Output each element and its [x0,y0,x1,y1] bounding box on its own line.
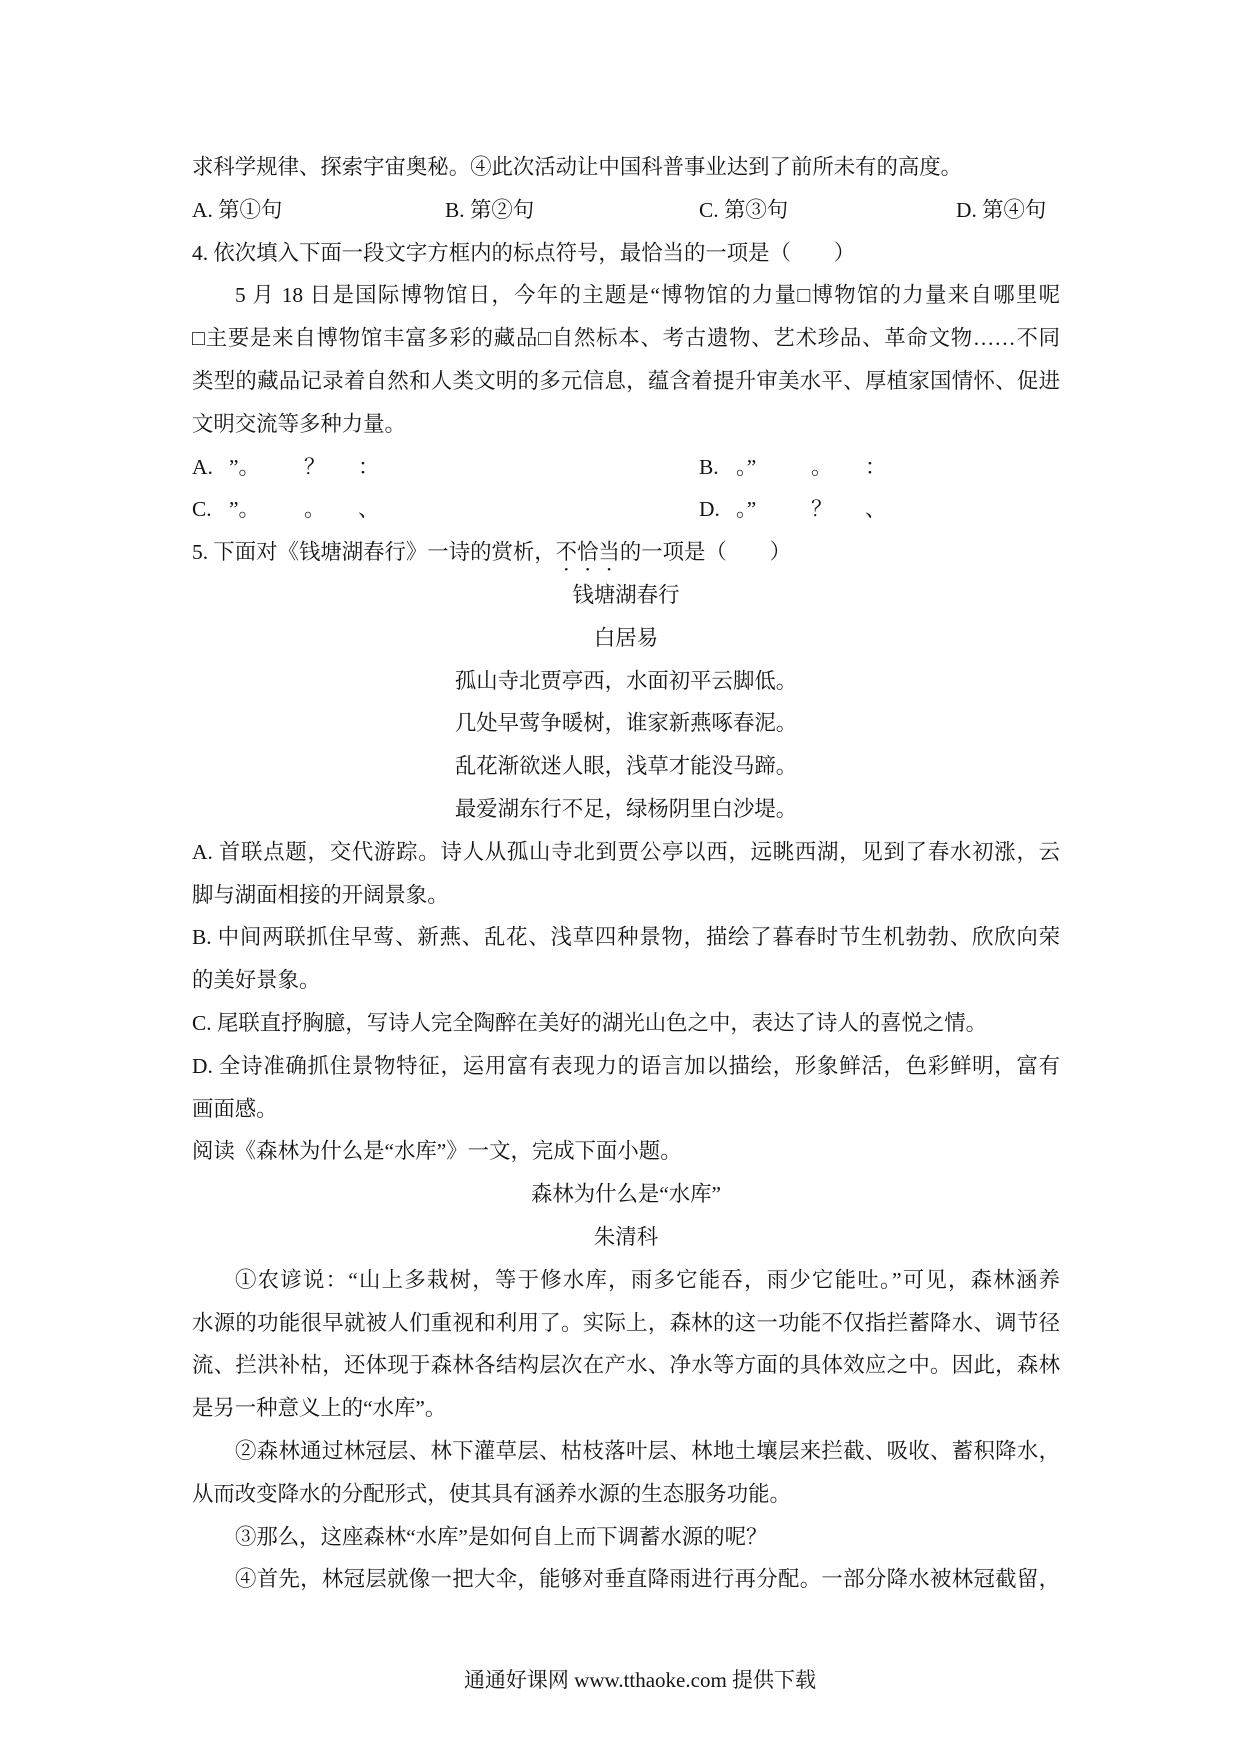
question-4-passage-line: □主要是来自博物馆丰富多彩的藏品□自然标本、考古遗物、艺术珍品、革命文物……不同 [192,326,1060,351]
option-mark: ？ [304,454,326,479]
option-mark: 。” [736,497,757,522]
option-mark: 。” [736,454,757,479]
question-4-option-b [699,446,1060,489]
paragraph-3-line: ③那么，这座森林“水库”是如何自上而下调蓄水源的呢？ [235,1524,768,1549]
option-mark: ？ [811,497,833,522]
question-4-option-a [192,446,699,489]
stem-text: 5. 下面对《钱塘湖春行》一诗的赏析， [192,540,556,565]
paragraph-2-line: ②森林通过林冠层、林下灌草层、枯枝落叶层、林地土壤层来拦截、吸收、蓄积降水， [235,1438,1060,1463]
question-4-option-d [699,488,1060,531]
article-title: 森林为什么是“水库” [530,1182,722,1207]
question-5-option-b-cont: 的美好景象。 [192,968,321,993]
poem-author: 白居易 [593,625,659,650]
question-4-passage-line: 类型的藏品记录着自然和人类文明的多元信息，蕴含着提升审美水平、厚植家国情怀、促进 [192,368,1060,393]
question-4-passage-line: 5 月 18 日是国际博物馆日，今年的主题是“博物馆的力量□博物馆的力量来自哪里呢 [235,283,1060,308]
question-3-option-a: A. 第①句 [192,197,283,222]
question-5-option-d-cont: 画面感。 [192,1096,278,1121]
option-label: D. [699,497,720,522]
paragraph-1-line: 水源的功能很早就被人们重视和利用了。实际上，森林的这一功能不仅指拦蓄降水、调节径 [192,1310,1060,1335]
stem-emphasis: 不恰当 [555,540,620,565]
option-label: B. [699,454,719,479]
option-mark: ： [358,454,380,479]
question-5-option-c: C. 尾联直抒胸臆，写诗人完全陶醉在美好的湖光山色之中，表达了诗人的喜悦之情。 [192,1010,988,1035]
paragraph-1-line: ①农谚说：“山上多栽树，等于修水库，雨多它能吞，雨少它能吐。”可见，森林涵养 [235,1267,1060,1292]
option-label: A. [192,454,213,479]
page-content [192,146,1060,1601]
paragraph-1-line: 是另一种意义上的“水库”。 [192,1396,447,1421]
question-4-passage-line: 文明交流等多种力量。 [192,411,406,436]
option-mark: 。 [811,454,833,479]
reading-instruction: 阅读《森林为什么是“水库”》一文，完成下面小题。 [192,1139,682,1164]
option-label: C. [192,497,212,522]
question-3-continuation: 求科学规律、探索宇宙奥秘。④此次活动让中国科普事业达到了前所未有的高度。 [192,155,963,179]
paragraph-2-line: 从而改变降水的分配形式，使其具有涵养水源的生态服务功能。 [192,1481,791,1506]
question-4-option-c [192,488,699,531]
option-mark: 、 [358,497,380,522]
option-mark: 。 [304,497,326,522]
question-4-options-row [192,488,1060,531]
question-5-stem [192,531,1060,574]
paragraph-4-line: ④首先，林冠层就像一把大伞，能够对垂直降雨进行再分配。一部分降水被林冠截留， [235,1567,1060,1592]
question-4-stem: 4. 依次填入下面一段文字方框内的标点符号，最恰当的一项是（ ） [192,240,856,265]
stem-text: 的一项是（ ） [619,540,791,565]
option-mark: ”。 [229,497,260,522]
question-5-option-a: A. 首联点题，交代游踪。诗人从孤山寺北到贾公亭以西，远眺西湖，见到了春水初涨，云 [192,839,1060,864]
poem-line: 几处早莺争暖树，谁家新燕啄春泥。 [454,711,798,736]
poem-line: 乱花渐欲迷人眼，浅草才能没马蹄。 [454,754,798,779]
question-3-option-d: D. 第④句 [956,197,1047,222]
question-3-options [192,189,1060,232]
page-footer: 通通好课网 www.tthaoke.com 提供下载 [463,1668,817,1692]
question-3-option-c: C. 第③句 [699,197,789,222]
option-mark: 、 [865,497,887,522]
option-mark: ”。 [229,454,260,479]
article-author: 朱清科 [593,1224,659,1249]
poem-title: 钱塘湖春行 [572,582,680,607]
question-5-option-b: B. 中间两联抓住早莺、新燕、乱花、浅草四种景物，描绘了暮春时节生机勃勃、欣欣向荣 [192,925,1060,950]
poem-line: 孤山寺北贾亭西，水面初平云脚低。 [454,668,798,693]
question-4-options-row [192,446,1060,489]
paragraph-1-line: 流、拦洪补枯，还体现于森林各结构层次在产水、净水等方面的具体效应之中。因此，森林 [192,1353,1060,1378]
question-5-option-d: D. 全诗准确抓住景物特征，运用富有表现力的语言加以描绘，形象鲜活，色彩鲜明，富有 [192,1053,1060,1078]
question-3-option-b: B. 第②句 [445,197,535,222]
option-mark: ： [865,454,887,479]
poem-line: 最爱湖东行不足，绿杨阴里白沙堤。 [454,796,798,821]
question-5-option-a-cont: 脚与湖面相接的开阔景象。 [192,882,449,907]
